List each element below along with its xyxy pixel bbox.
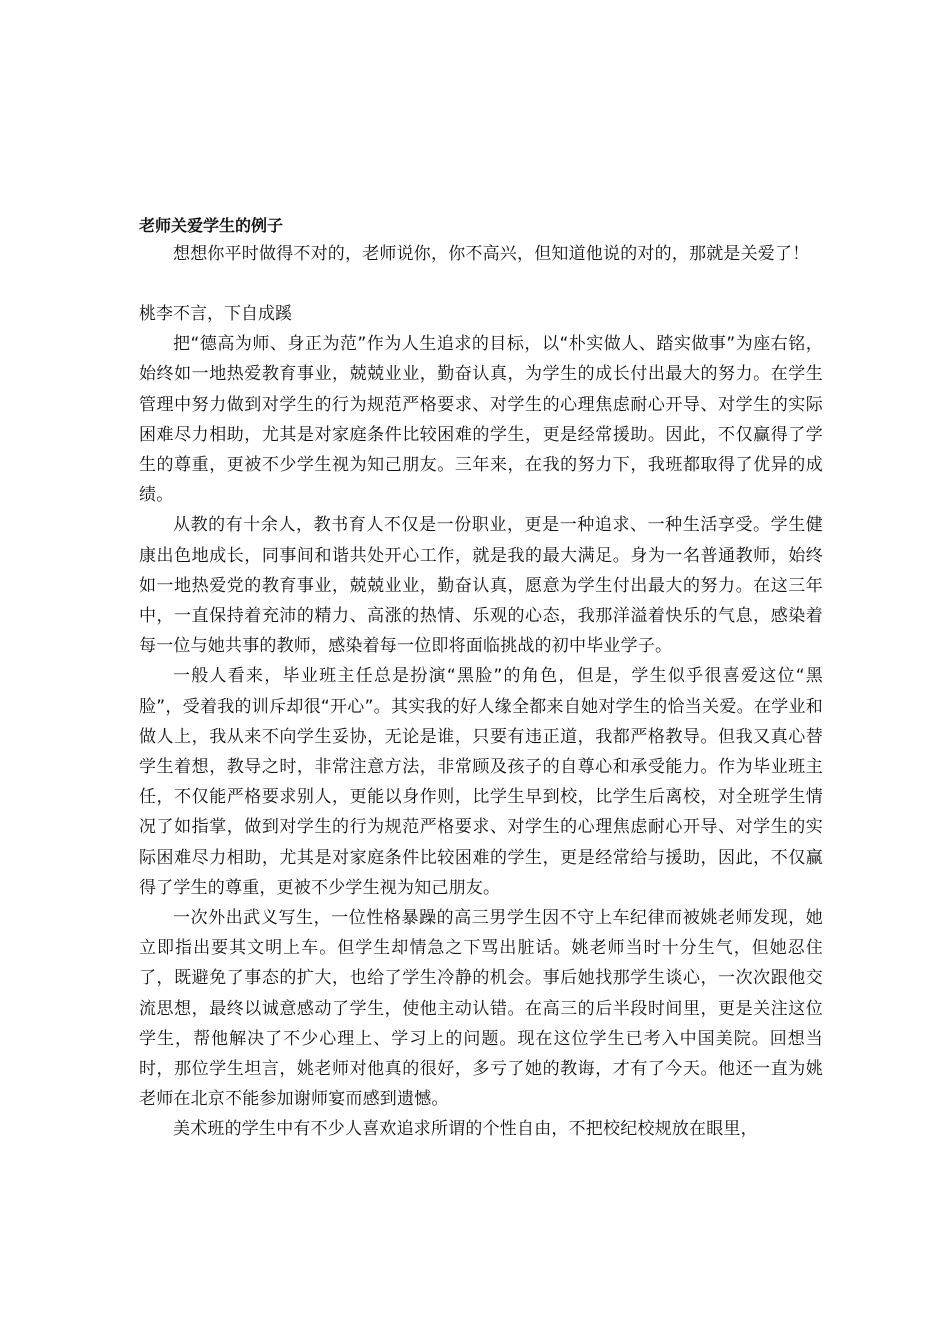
paragraph: 从教的有十余人，教书育人不仅是一份职业，更是一种追求、一种生活享受。学生健康出色地成长，同事间和谐共处开心工作，就是我的最大满足。身为一名普通教师，始终如一地热爱党的教育事业，兢兢业业，勤奋认真，愿意为学生付出最大的努力。在这三年中，一直保持着充沛的精力、高涨的热情、乐观的心态，我那洋溢着快乐的气息，感染着每一位与她共事的教师，感染着每一位即将面临挑战的初中毕业学子。	[139, 515, 823, 657]
paragraph: 一次外出武义写生，一位性格暴躁的高三男学生因不守上车纪律而被姚老师发现，她立即指出要其文明上车。但学生却情急之下骂出脏话。姚老师当时十分生气，但她忍住了，既避免了事态的扩大，也给了学生冷静的机会。事后她找那学生谈心，一次次跟他交流思想，最终以诚意感动了学生，使他主动认错。在高三的后半段时间里，更是关注这位学生，帮他解决了不少心理上、学习上的问题。现在这位学生已考入中国美院。回想当时，那位学生坦言，姚老师对他真的很好，多亏了她的教诲，才有了今天。他还一直为姚老师在北京不能参加谢师宴而感到遗憾。	[139, 908, 823, 1110]
intro-paragraph: 想想你平时做得不对的，老师说你，你不高兴，但知道他说的对的，那就是关爱了！	[173, 244, 810, 264]
section-heading: 桃李不言，下自成蹊	[139, 304, 292, 325]
blank-line	[139, 269, 823, 299]
paragraph: 一般人看来，毕业班主任总是扮演“黑脸”的角色，但是，学生似乎很喜爱这位“黑脸”，受着我的训斥却很“开心”。其实我的好人缘全都来自她对学生的恰当关爱。在学业和做人上，我从来不向学生妥协，无论是谁，只要有违正道，我都严格教导。但我又真心替学生着想，教导之时，非常注意方法，非常顾及孩子的自尊心和承受能力。作为毕业班主任，不仅能严格要求别人，更能以身作则，比学生早到校，比学生后离校，对全班学生情况了如指掌，做到对学生的行为规范严格要求、对学生的心理焦虑耐心开导、对学生的实际困难尽力相助，尤其是对家庭条件比较困难的学生，更是经常给与援助，因此，不仅赢得了学生的尊重，更被不少学生视为知己朋友。	[139, 666, 823, 898]
paragraph: 美术班的学生中有不少人喜欢追求所谓的个性自由，不把校纪校规放在眼里，	[173, 1119, 758, 1140]
document-title: 老师关爱学生的例子	[139, 216, 284, 235]
paragraph: 把“德高为师、身正为范”作为人生追求的目标，以“朴实做人、踏实做事”为座右铭，始终如一地热爱教育事业，兢兢业业，勤奋认真，为学生的成长付出最大的努力。在学生管理中努力做到对学生的行为规范严格要求、对学生的心理焦虑耐心开导、对学生的实际困难尽力相助，尤其是对家庭条件比较困难的学生，更是经常援助。因此，不仅赢得了学生的尊重，更被不少学生视为知己朋友。三年来，在我的努力下，我班都取得了优异的成绩。	[139, 334, 823, 506]
document-body	[139, 215, 823, 1145]
